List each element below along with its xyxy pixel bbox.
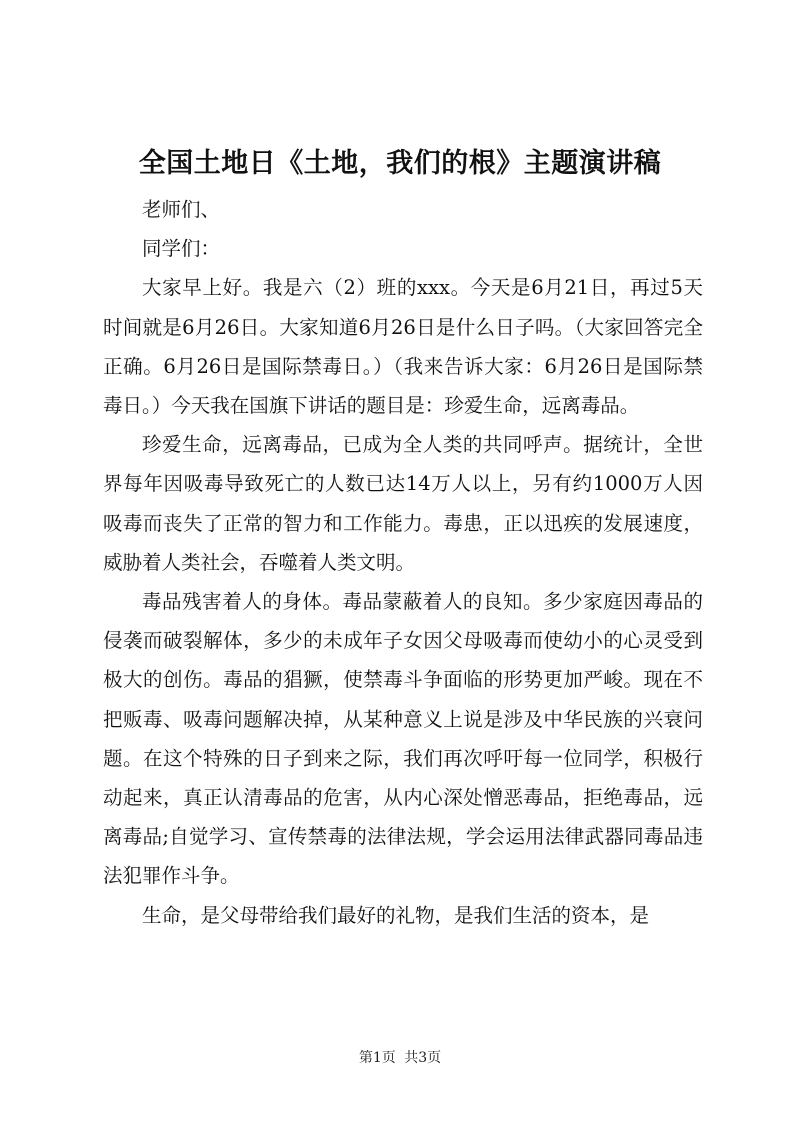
paragraph-greeting: 大家早上好。我是六（2）班的xxx。今天是6月21日，再过5天时间就是6月26日。大家知道6月26日是什么日子吗。（大家回答完全正确。6月26日是国际禁毒日。）（我来告诉大家：6月26日是国际禁毒日。）今天我在国旗下讲话的题目是：珍爱生命，远离毒品。 — [103, 276, 703, 418]
paragraph-life: 生命，是父母带给我们最好的礼物，是我们生活的资本，是 — [142, 903, 650, 927]
page-number: 第1页 — [358, 1050, 396, 1066]
paragraph-statistics: 珍爱生命，远离毒品，已成为全人类的共同呼声。据统计，全世界每年因吸毒导致死亡的人数已达14万人以上，另有约1000万人因吸毒而丧失了正常的智力和工作能力。毒患，正以迅疾的发展速度，威胁着人类社会，吞噬着人类文明。 — [103, 433, 703, 574]
page-footer — [0, 1048, 800, 1068]
salutation-students: 同学们： — [142, 237, 221, 261]
paragraph-harm: 毒品残害着人的身体。毒品蒙蔽着人的良知。多少家庭因毒品的侵袭而破裂解体，多少的未成年子女因父母吸毒而使幼小的心灵受到极大的创伤。毒品的猖獗，使禁毒斗争面临的形势更加严峻。现在不把贩毒、吸毒问题解决掉，从某种意义上说是涉及中华民族的兴衰问题。在这个特殊的日子到来之际，我们再次呼吁每一位同学，积极行动起来，真正认清毒品的危害，从内心深处憎恶毒品，拒绝毒品，远离毒品;自觉学习、宣传禁毒的法律法规，学会运用法律武器同毒品违法犯罪作斗争。 — [103, 590, 703, 888]
page-total: 共3页 — [404, 1050, 442, 1066]
document-body — [103, 190, 703, 935]
document-title: 全国土地日《土地，我们的根》主题演讲稿 — [138, 148, 662, 179]
salutation-teachers: 老师们、 — [142, 198, 221, 221]
